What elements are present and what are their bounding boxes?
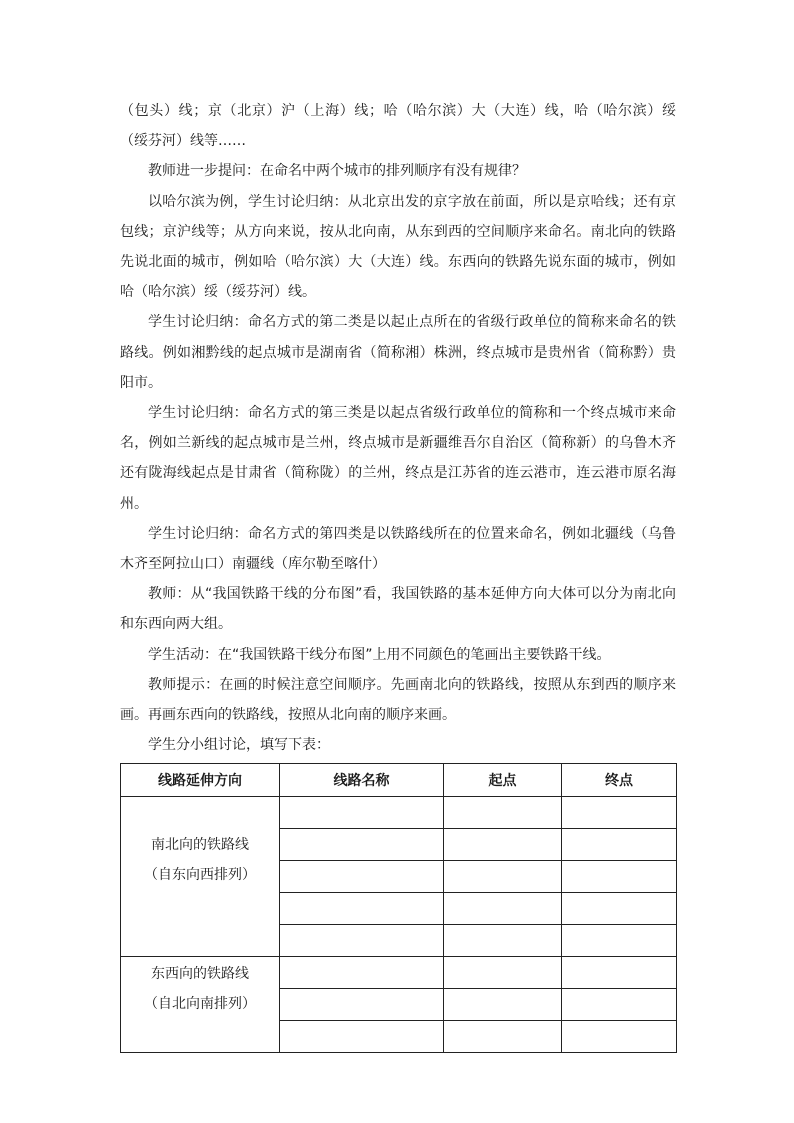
cell-line-name[interactable]	[280, 957, 444, 989]
cell-line-name[interactable]	[280, 925, 444, 957]
cell-line-name[interactable]	[280, 989, 444, 1021]
cell-end[interactable]	[562, 925, 677, 957]
railway-table	[120, 763, 677, 1053]
cell-start[interactable]	[444, 989, 562, 1021]
paragraph-10: 学生分小组讨论，填写下表：	[148, 737, 330, 754]
paragraph-2: 教师进一步提问：在命名中两个城市的排列顺序有没有规律？	[148, 163, 526, 180]
group-label: 南北向的铁路线	[151, 837, 249, 854]
table-header-row	[121, 764, 677, 797]
paragraph-5: 学生讨论归纳：命名方式的第三类是以起点省级行政单位的简称和一个终点城市来命名，例如兰新线的起点城市是兰州，终点城市是新疆维吾尔自治区（简称新）的乌鲁木齐还有陇海线起点是甘肃省（简称陇）的兰州，终点是江苏省的连云港市，连云港市原名海州。	[120, 405, 676, 512]
cell-start[interactable]	[444, 957, 562, 989]
cell-end[interactable]	[562, 957, 677, 989]
document-body	[120, 96, 676, 1053]
cell-line-name[interactable]	[280, 797, 444, 829]
paragraph-8: 学生活动：在“我国铁路干线分布图”上用不同颜色的笔画出主要铁路干线。	[148, 646, 611, 663]
cell-line-name[interactable]	[280, 829, 444, 861]
group-east-west	[121, 957, 280, 1053]
table-row	[121, 957, 677, 989]
cell-line-name[interactable]	[280, 861, 444, 893]
paragraph-3: 以哈尔滨为例，学生讨论归纳：从北京出发的京字放在前面，所以是京哈线；还有京包线；京沪线等；从方向来说，按从北向南，从东到西的空间顺序来命名。南北向的铁路先说北面的城市，例如哈（哈尔滨）大（大连）线。东西向的铁路先说东面的城市，例如哈（哈尔滨）绥（绥芬河）线。	[120, 193, 676, 301]
cell-start[interactable]	[444, 797, 562, 829]
cell-start[interactable]	[444, 925, 562, 957]
group-north-south	[121, 797, 280, 957]
paragraph-1: （包头）线；京（北京）沪（上海）线；哈（哈尔滨）大（大连）线，哈（哈尔滨）绥（绥芬河）线等……	[120, 103, 676, 150]
cell-line-name[interactable]	[280, 893, 444, 925]
cell-start[interactable]	[444, 861, 562, 893]
cell-start[interactable]	[444, 829, 562, 861]
cell-end[interactable]	[562, 989, 677, 1021]
header-direction: 线路延伸方向	[121, 764, 280, 797]
header-start: 起点	[444, 764, 562, 797]
cell-line-name[interactable]	[280, 1021, 444, 1053]
header-end: 终点	[562, 764, 677, 797]
cell-start[interactable]	[444, 1021, 562, 1053]
paragraph-9: 教师提示：在画的时候注意空间顺序。先画南北向的铁路线，按照从东到西的顺序来画。再画东西向的铁路线，按照从北向南的顺序来画。	[120, 676, 676, 724]
cell-end[interactable]	[562, 829, 677, 861]
group-label: 东西向的铁路线	[151, 966, 249, 983]
cell-end[interactable]	[562, 893, 677, 925]
cell-end[interactable]	[562, 861, 677, 893]
paragraph-7: 教师：从“我国铁路干线的分布图”看，我国铁路的基本延伸方向大体可以分为南北向和东西向两大组。	[120, 586, 676, 633]
cell-end[interactable]	[562, 797, 677, 829]
cell-end[interactable]	[562, 1021, 677, 1053]
paragraph-6: 学生讨论归纳：命名方式的第四类是以铁路线所在的位置来命名，例如北疆线（乌鲁木齐至阿拉山口）南疆线（库尔勒至喀什）	[120, 525, 676, 573]
railway-table-wrapper	[120, 763, 676, 1053]
cell-start[interactable]	[444, 893, 562, 925]
group-sublabel: （自北向南排列）	[144, 996, 256, 1013]
paragraph-4: 学生讨论归纳：命名方式的第二类是以起止点所在的省级行政单位的简称来命名的铁路线。例如湘黔线的起点城市是湖南省（简称湘）株洲，终点城市是贵州省（简称黔）贵阳市。	[120, 314, 676, 391]
table-row	[121, 797, 677, 829]
header-line-name: 线路名称	[280, 764, 444, 797]
group-sublabel: （自东向西排列）	[144, 867, 256, 884]
